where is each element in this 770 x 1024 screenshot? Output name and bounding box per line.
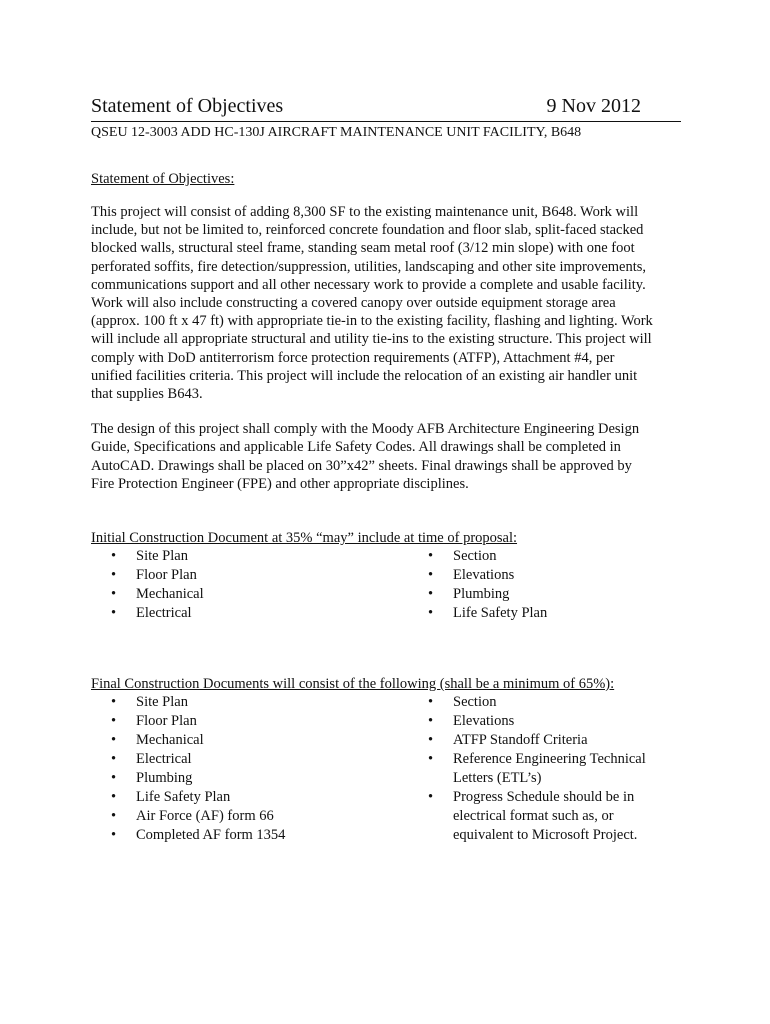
list-item: • Elevations xyxy=(408,566,681,585)
list-item: • Plumbing xyxy=(91,769,408,788)
list-item: • Completed AF form 1354 xyxy=(91,826,408,845)
paragraph-line: include, but not be limited to, reinforced concrete foundation and floor slab, split-faced stacked xyxy=(91,222,644,239)
paragraph-line: unified facilities criteria. This project will include the relocation of an existing air handler unit xyxy=(91,367,638,384)
objectives-heading: Statement of Objectives: xyxy=(91,171,235,187)
paragraph-line: will include all appropriate structural and utility tie-ins to the existing structure. This project will xyxy=(91,331,652,348)
paragraph-line: Work will also include constructing a covered canopy over outside equipment storage area xyxy=(91,295,616,312)
list-item-line: • Reference Engineering Technical xyxy=(453,751,646,768)
list-item: • Mechanical xyxy=(91,731,408,750)
document-title: Statement of Objectives xyxy=(91,95,284,117)
list-item xyxy=(408,731,681,750)
final-documents-heading: Final Construction Documents will consist of the following (shall be a minimum of 65%): xyxy=(91,676,615,693)
list-item-line: equivalent to Microsoft Project. xyxy=(453,827,638,844)
initial-documents-heading: Initial Construction Document at 35% “may” include at time of proposal: xyxy=(91,530,518,547)
paragraph-line: The design of this project shall comply with the Moody AFB Architecture Engineering Design xyxy=(91,421,640,438)
final-documents-right-list xyxy=(408,693,681,845)
paragraph-line: AutoCAD. Drawings shall be placed on 30”x42” sheets. Final drawings shall be approved by xyxy=(91,457,632,474)
list-item: • Floor Plan xyxy=(91,566,408,585)
list-item xyxy=(408,693,681,712)
initial-documents-left-list xyxy=(91,547,408,623)
list-item: • Electrical xyxy=(91,750,408,769)
initial-documents-lists xyxy=(91,547,681,623)
list-item-line: • ATFP Standoff Criteria xyxy=(453,732,588,749)
list-item: • Section xyxy=(408,547,681,566)
paragraph-line: comply with DoD antiterrorism force protection requirements (ATFP), Attachment #4, per xyxy=(91,349,615,366)
list-item xyxy=(408,788,681,845)
paragraph-line: communications support and all other necessary work to provide a complete and usable facility. xyxy=(91,276,646,293)
objectives-paragraph-1 xyxy=(91,203,681,403)
list-item: • Electrical xyxy=(91,604,408,623)
objectives-paragraph-2 xyxy=(91,420,681,493)
list-item: • Site Plan xyxy=(91,693,408,712)
paragraph-line: This project will consist of adding 8,300 SF to the existing maintenance unit, B648. Work will xyxy=(91,204,639,220)
list-item-line: Letters (ETL’s) xyxy=(453,770,542,787)
list-item: • Life Safety Plan xyxy=(408,604,681,623)
list-item: • Mechanical xyxy=(91,585,408,604)
paragraph-line: perforated soffits, fire detection/suppression, utilities, landscaping and other site improvements, xyxy=(91,258,647,275)
paragraph-line: (approx. 100 ft x 47 ft) with appropriate tie-in to the existing facility, flashing and lighting. Work xyxy=(91,313,653,330)
list-item-line: • Section xyxy=(453,694,497,711)
initial-documents-right-list xyxy=(408,547,681,623)
paragraph-line: that supplies B643. xyxy=(91,386,203,403)
list-item: • Life Safety Plan xyxy=(91,788,408,807)
list-item-line: • Progress Schedule should be in xyxy=(453,789,635,806)
final-documents-lists xyxy=(91,693,681,845)
list-item: • Site Plan xyxy=(91,547,408,566)
list-item: • Floor Plan xyxy=(91,712,408,731)
list-item: • Air Force (AF) form 66 xyxy=(91,807,408,826)
paragraph-line: Fire Protection Engineer (FPE) and other appropriate disciplines. xyxy=(91,475,469,492)
header-divider xyxy=(91,121,681,122)
paragraph-line: blocked walls, structural steel frame, standing seam metal roof (3/12 min slope) with one foot xyxy=(91,240,635,257)
document-page xyxy=(91,94,681,845)
list-item: • Plumbing xyxy=(408,585,681,604)
document-date: 9 Nov 2012 xyxy=(546,95,641,117)
list-item xyxy=(408,750,681,788)
document-subtitle: QSEU 12-3003 ADD HC-130J AIRCRAFT MAINTENANCE UNIT FACILITY, B648 xyxy=(91,125,582,140)
paragraph-line: Guide, Specifications and applicable Life Safety Codes. All drawings shall be completed in xyxy=(91,439,621,456)
document-header xyxy=(91,94,681,118)
list-item-line: electrical format such as, or xyxy=(453,808,614,825)
list-item-line: • Elevations xyxy=(453,713,515,730)
list-item xyxy=(408,712,681,731)
final-documents-left-list xyxy=(91,693,408,845)
